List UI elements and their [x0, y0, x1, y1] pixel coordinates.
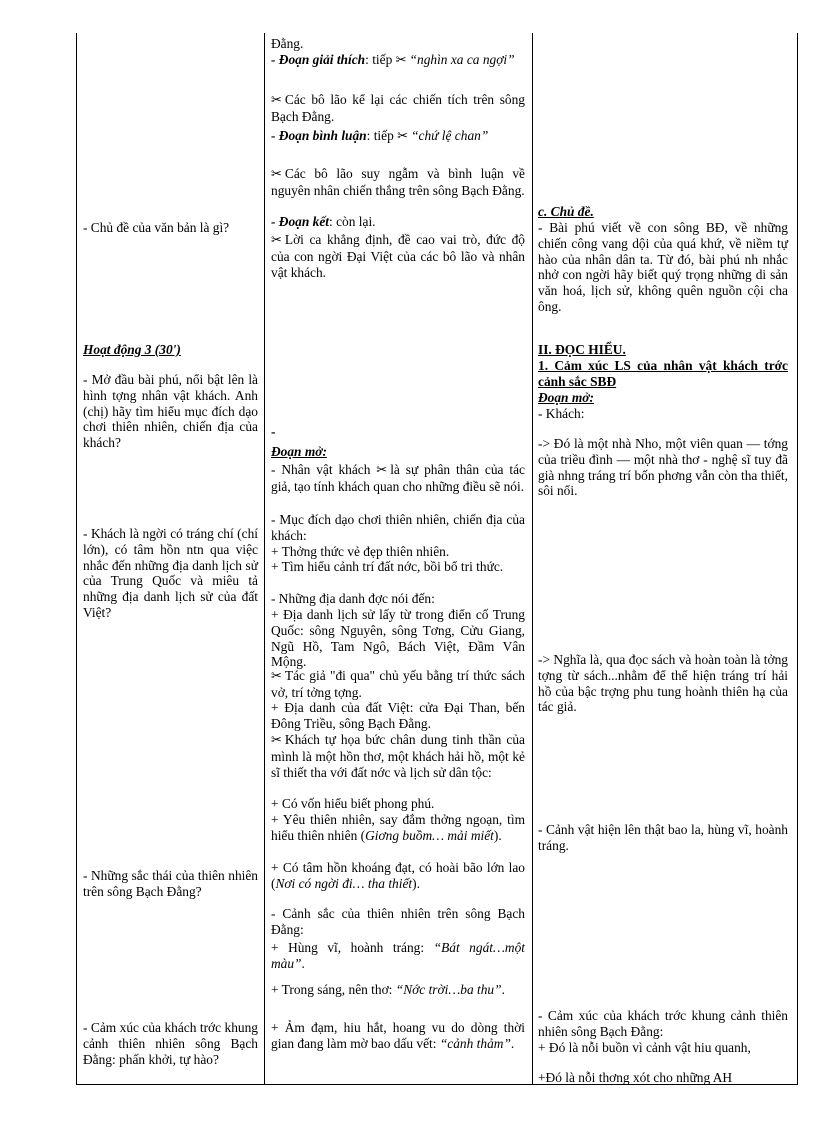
content-line: - Những địa danh đợc nói đến: [271, 591, 435, 606]
content-line: Đằng. [271, 36, 304, 51]
question-nature: - Những sắc thái của thiên nhiên trên sông Bạch Đằng? [83, 868, 258, 899]
theme-text: - Bài phú viết về con sông BĐ, về những chiến công vang dội của quá khứ, về niềm tự hào của nhân dân ta. Từ đó, bài phú nh nhắc nhở con ngời hãy biết quý trọng những di sản văn hoá, lịch sử, không quên nguồn cội cha ông. [538, 220, 788, 314]
section-label: - Đoạn bình luận [271, 128, 367, 143]
content-line: + Tìm hiểu cảnh trí đất nớc, bồi bổ tri thức. [271, 559, 504, 574]
note-line: - Cảnh vật hiện lên thật bao la, hùng vĩ, hoành tráng. [538, 822, 788, 853]
section-heading: II. ĐỌC HIỂU. [538, 342, 626, 357]
activity-heading: Hoạt động 3 (30') [83, 342, 181, 357]
content-line: ✂ Các bô lão kể lại các chiến tích trên sông Bạch Đằng. [271, 92, 525, 124]
question-intro: - Mở đầu bài phú, nổi bật lên là hình tợng nhân vật khách. Anh (chị) hãy tìm hiểu mục đích dạo chơi thiên nhiên, chiến địa của khách? [83, 372, 258, 451]
dash-mark: - [271, 424, 276, 439]
scissors-icon: ✂ [271, 669, 282, 684]
note-line: - Cảm xúc của khách trớc khung cảnh thiên nhiên sông Bạch Đằng: [538, 1008, 788, 1039]
content-line: + Hùng vĩ, hoành tráng: “Bát ngát…một màu”. [271, 940, 525, 971]
section-comment: - Đoạn bình luận: tiếp ✂ “chứ lệ chan” [271, 128, 489, 144]
content-line: ✂ Các bô lão suy ngẫm và bình luận về nguyên nhân chiến thắng trên sông Bạch Đằng. [271, 166, 525, 198]
content-line: + Trong sáng, nên thơ: “Nớc trời…ba thu”. [271, 982, 505, 997]
content-line: + Có vốn hiểu biết phong phú. [271, 796, 435, 811]
scissors-icon: ✂ [271, 93, 282, 108]
scissors-icon: ✂ [395, 53, 407, 68]
note-line: +Đó là nỗi thơng xót cho những AH [538, 1070, 733, 1085]
scissors-icon: ✂ [271, 167, 282, 182]
content-line: + Yêu thiên nhiên, say đắm thởng ngoạn, tìm hiểu thiên nhiên (Giơng buồm… mải miết). [271, 812, 525, 843]
note-line: -> Nghĩa là, qua đọc sách và hoàn toàn là tởng tợng từ sách...nhằm để thể hiện tráng trí hải hồ của bậc trợng phu tung hoành thiên hạ của tác giả. [538, 652, 788, 715]
scissors-icon: ✂ [376, 463, 388, 478]
scissors-icon: ✂ [271, 733, 282, 748]
question-feeling: - Cảm xúc của khách trớc khung cảnh thiên nhiên sông Bạch Đằng: phấn khởi, tự hào? [83, 1020, 258, 1067]
content-line: + Ảm đạm, hiu hắt, hoang vu do dòng thời gian đang làm mờ bao dấu vết: “cảnh thảm”. [271, 1020, 525, 1051]
section-label: - Đoạn giải thích [271, 52, 366, 67]
subsection-heading: 1. Cảm xúc LS của nhân vật khách trớc cảnh sắc SBĐ [538, 358, 788, 389]
intro-label: Đoạn mở: [538, 390, 594, 405]
intro-label: Đoạn mở: [271, 444, 327, 459]
content-line: ✂ Lời ca khẳng định, đề cao vai trò, đức độ của con ngời Đại Việt của các bô lão và nhân vật khách. [271, 232, 525, 280]
theme-heading: c. Chủ đề. [538, 204, 594, 219]
content-line: + Thởng thức vẻ đẹp thiên nhiên. [271, 544, 450, 559]
note-line: + Đó là nỗi buồn vì cảnh vật hiu quanh, [538, 1040, 751, 1055]
content-line: + Địa danh của đất Việt: cửa Đại Than, bến Đông Triều, sông Bạch Đằng. [271, 700, 525, 731]
question-spirit: - Khách là ngời có tráng chí (chí lớn), có tâm hồn ntn qua việc nhắc đến những địa danh lịch sử của Trung Quốc và miêu tả những địa danh lịch sử của đất Việt? [83, 526, 258, 620]
scissors-icon: ✂ [271, 233, 282, 248]
note-line: - Khách: [538, 406, 585, 421]
content-line: - Cảnh sắc của thiên nhiên trên sông Bạch Đằng: [271, 906, 525, 937]
section-ending: - Đoạn kết: còn lại. [271, 214, 376, 229]
question-theme: - Chủ đề của văn bản là gì? [83, 220, 230, 235]
section-label: - Đoạn kết [271, 214, 330, 229]
content-line: - Mục đích dạo chơi thiên nhiên, chiến địa của khách: [271, 512, 525, 543]
content-line: + Địa danh lịch sử lấy từ trong điển cố Trung Quốc: sông Nguyên, sông Tơng, Cửu Giang, Ngũ Hồ, Tam Ngô, Bách Việt, Đầm Vân Mộng. [271, 607, 525, 670]
content-line: - Nhân vật khách ✂ là sự phân thân của tác giả, tạo tính khách quan cho những điều sẽ nói. [271, 462, 525, 494]
content-line: ✂ Khách tự họa bức chân dung tinh thần của mình là một hồn thơ, một khách hải hồ, một kẻ sĩ thiết tha với đất nớc và lịch sử dân tộc: [271, 732, 525, 780]
note-line: -> Đó là một nhà Nho, một viên quan — tớng của triều đình — một nhà thơ - nghệ sĩ tuy đã già nhng tráng trí bốn phơng vẫn còn tha thiết, sôi nổi. [538, 436, 788, 499]
content-line: + Có tâm hồn khoáng đạt, có hoài bão lớn lao (Nơi có ngời đi… tha thiết). [271, 860, 525, 891]
scissors-icon: ✂ [397, 129, 409, 144]
section-explain: - Đoạn giải thích: tiếp ✂ “nghìn xa ca ngợi” [271, 52, 515, 68]
content-line: ✂ Tác giả "đi qua" chủ yếu bằng trí thức sách vở, trí tởng tợng. [271, 668, 525, 700]
